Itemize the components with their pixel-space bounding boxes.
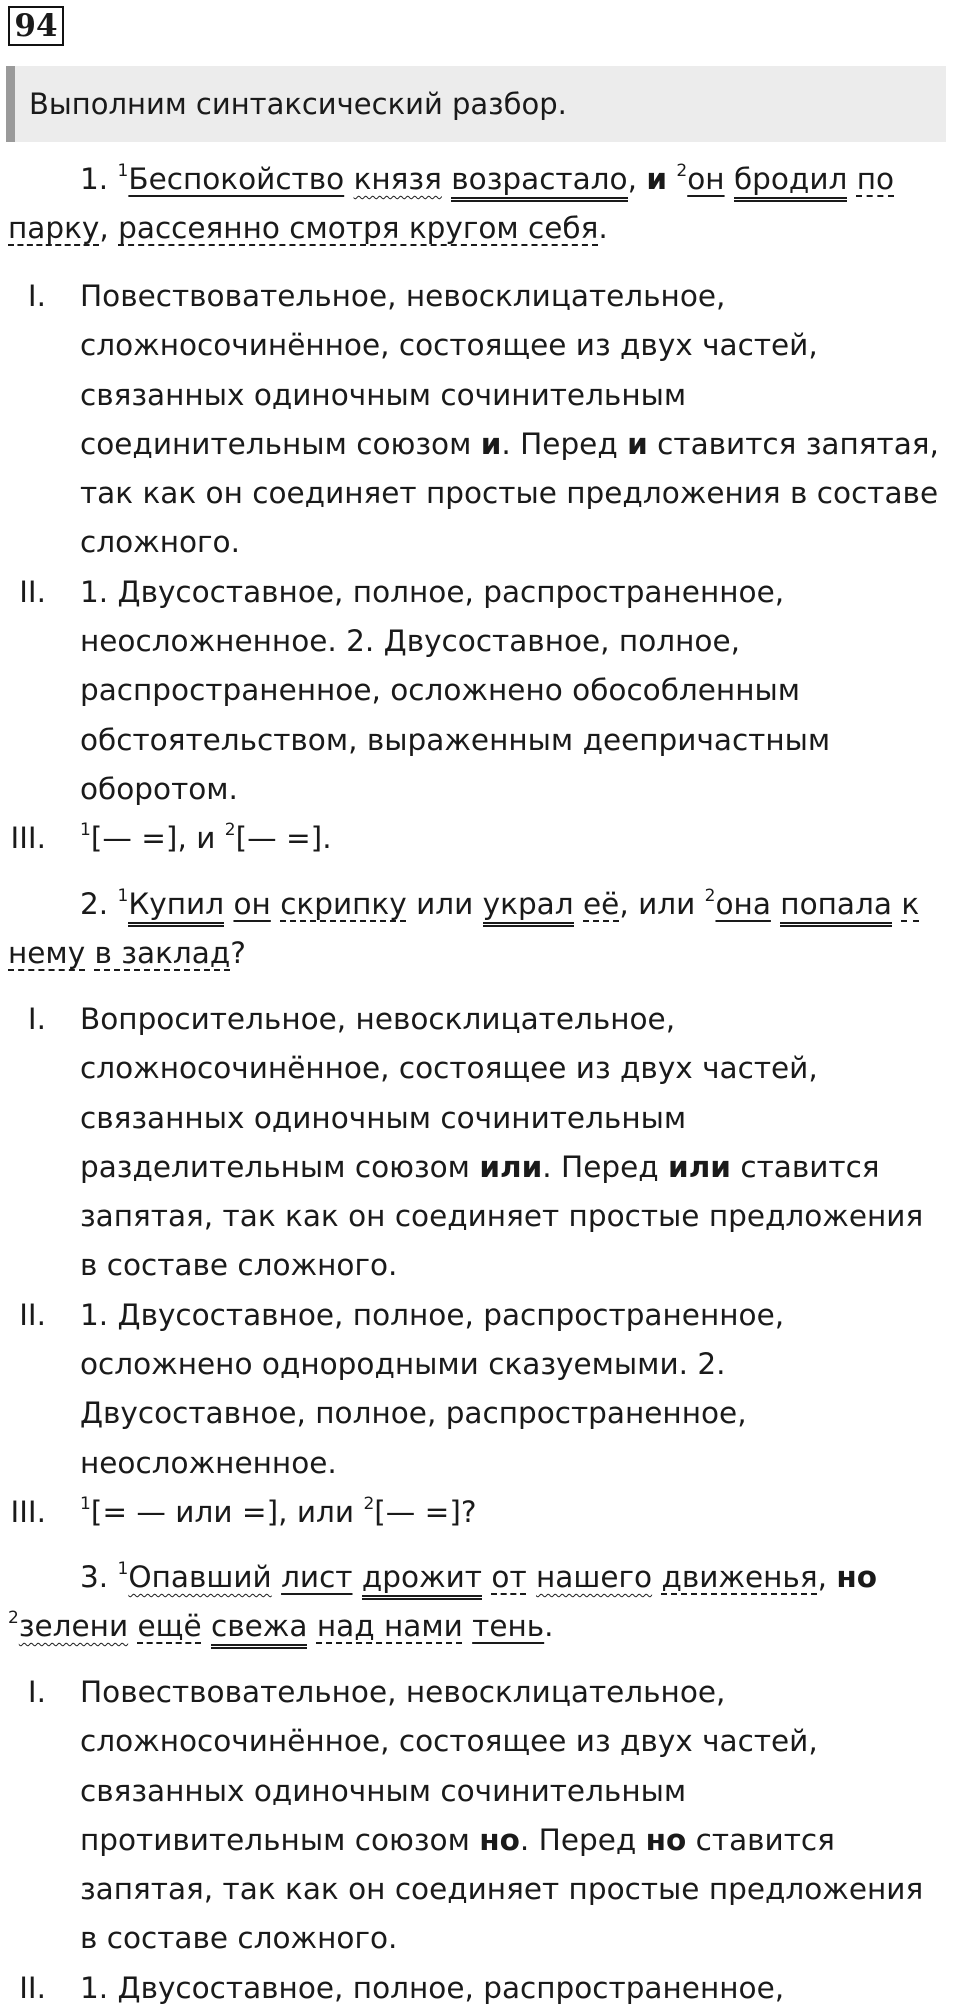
analysis-1-part-III: III. $^1$[— =], и $^2$[— =].	[10, 820, 332, 856]
analysis-2-part-I: I. Вопросительное, невосклицательное, сложносочинённое, состоящее из двух частей, связанных одиночным сочинительным разделительным союзом или. Перед или ставится запятая, так как он соединяет простые предложения в составе сложного.	[27, 1002, 924, 1283]
analysis-3-part-II: II. 1. Двусоставное, полное, распространенное,	[19, 1970, 785, 2005]
analysis-3-part-I: I. Повествовательное, невосклицательное, сложносочинённое, состоящее из двух частей, связанных одиночным сочинительным противительным союзом но. Перед но ставится запятая, так как он соединяет простые предложения в составе сложного.	[27, 1675, 924, 1956]
analysis-1-part-I: I. Повествовательное, невосклицательное, сложносочинённое, состоящее из двух частей, связанных одиночным сочинительным соединительным союзом и. Перед и ставится запятая, так как он соединяет простые предложения в составе сложного.	[27, 279, 939, 560]
sentence-2: 2. $^1$Купил он скрипку или украл её, или $^2$она попала к нему в заклад?	[8, 886, 920, 970]
sentence-1: 1. $^1$Беспокойство князя возрастало, и $^2$он бродил по парку, рассеянно смотря кругом себя.	[8, 161, 895, 245]
task-banner: Выполним синтаксический разбор.	[6, 66, 946, 142]
analysis-3	[0, 1668, 960, 2013]
analysis-2-part-II: II. 1. Двусоставное, полное, распространенное, осложнено однородными сказуемыми. 2. Двусоставное, полное, распространенное, неосложненное.	[19, 1297, 785, 1480]
analysis-2	[0, 995, 960, 1537]
sentence-3: 3. $^1$Опавший лист дрожит от нашего движенья, но $^2$зелени ещё свежа над нами тень.	[8, 1553, 948, 1651]
exercise-number: 94	[8, 6, 64, 46]
analysis-2-part-III: III. $^1$[= — или =], или $^2$[— =]?	[10, 1494, 477, 1529]
analysis-1-part-II: II. 1. Двусоставное, полное, распространенное, неосложненное. 2. Двусоставное, полное, распространенное, осложнено обособленным обстоятельством, выраженным деепричастным оборотом.	[19, 574, 831, 806]
analysis-1	[0, 272, 960, 864]
